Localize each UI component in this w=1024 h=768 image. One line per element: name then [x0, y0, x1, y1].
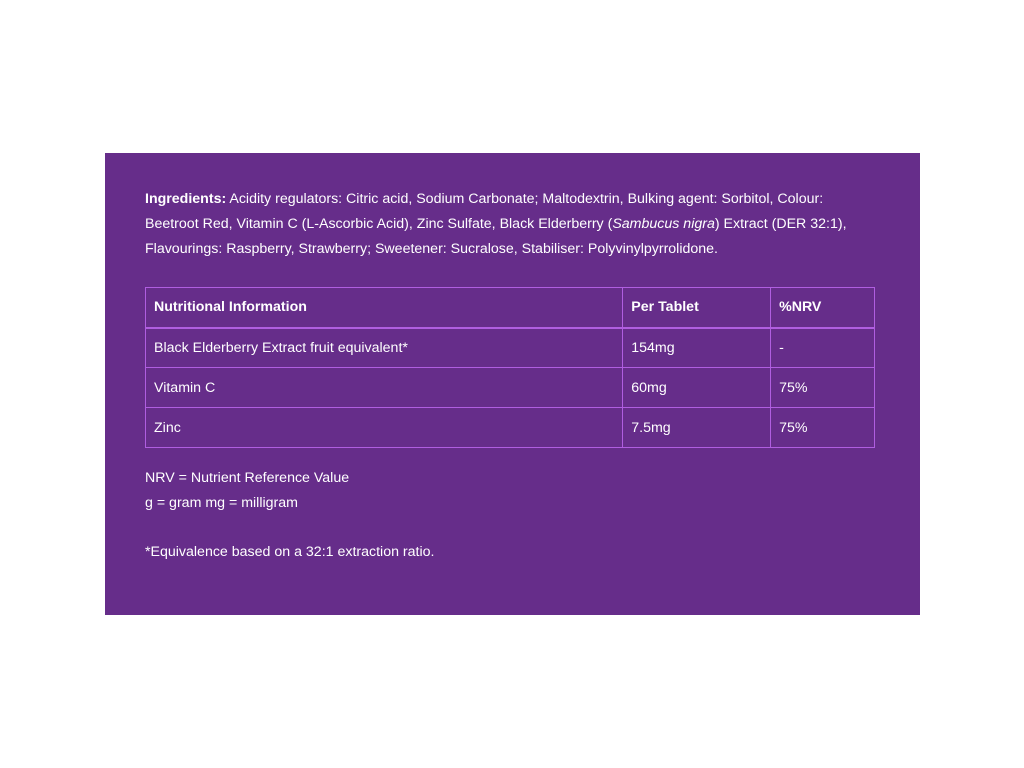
per-tablet-value: 60mg: [623, 368, 771, 408]
unit-definitions: g = gram mg = milligram: [145, 495, 298, 511]
per-tablet-value: 7.5mg: [623, 408, 771, 448]
ingredients-text-part-2: ) Extract (DER 32:1), Flavourings: Raspberry, Strawberry; Sweetener: Sucralose, Stabiliser: Polyvinylpyrrolidone.: [145, 216, 847, 257]
per-tablet-value: 154mg: [623, 328, 771, 368]
nutrient-name: Zinc: [146, 408, 623, 448]
header-nutritional-information: Nutritional Information: [146, 288, 623, 328]
header-nrv: %NRV: [771, 288, 875, 328]
header-per-tablet: Per Tablet: [623, 288, 771, 328]
product-info-panel: [105, 153, 920, 615]
table-row: [146, 328, 875, 368]
nrv-value: 75%: [771, 408, 875, 448]
nrv-value: 75%: [771, 368, 875, 408]
nutrition-table: [145, 287, 875, 448]
nutrient-name: Black Elderberry Extract fruit equivalent*: [146, 328, 623, 368]
ingredients-latin-name: Sambucus nigra: [612, 216, 715, 232]
nutrition-table-header-row: [146, 288, 875, 328]
table-row: [146, 408, 875, 448]
ingredients-text-part-1: Acidity regulators: Citric acid, Sodium Carbonate; Maltodextrin, Bulking agent: Sorbitol, Colour: Beetroot Red, Vitamin C (L-Ascorbic Acid), Zinc Sulfate, Black Elderberry (: [145, 191, 824, 232]
ingredients-paragraph: [145, 187, 880, 262]
ingredients-label: Ingredients:: [145, 191, 227, 207]
abbreviation-notes: [145, 466, 349, 516]
nrv-value: -: [771, 328, 875, 368]
table-row: [146, 368, 875, 408]
nrv-definition: NRV = Nutrient Reference Value: [145, 470, 350, 486]
nutrient-name: Vitamin C: [146, 368, 623, 408]
equivalence-footnote: *Equivalence based on a 32:1 extraction ratio.: [145, 544, 435, 560]
